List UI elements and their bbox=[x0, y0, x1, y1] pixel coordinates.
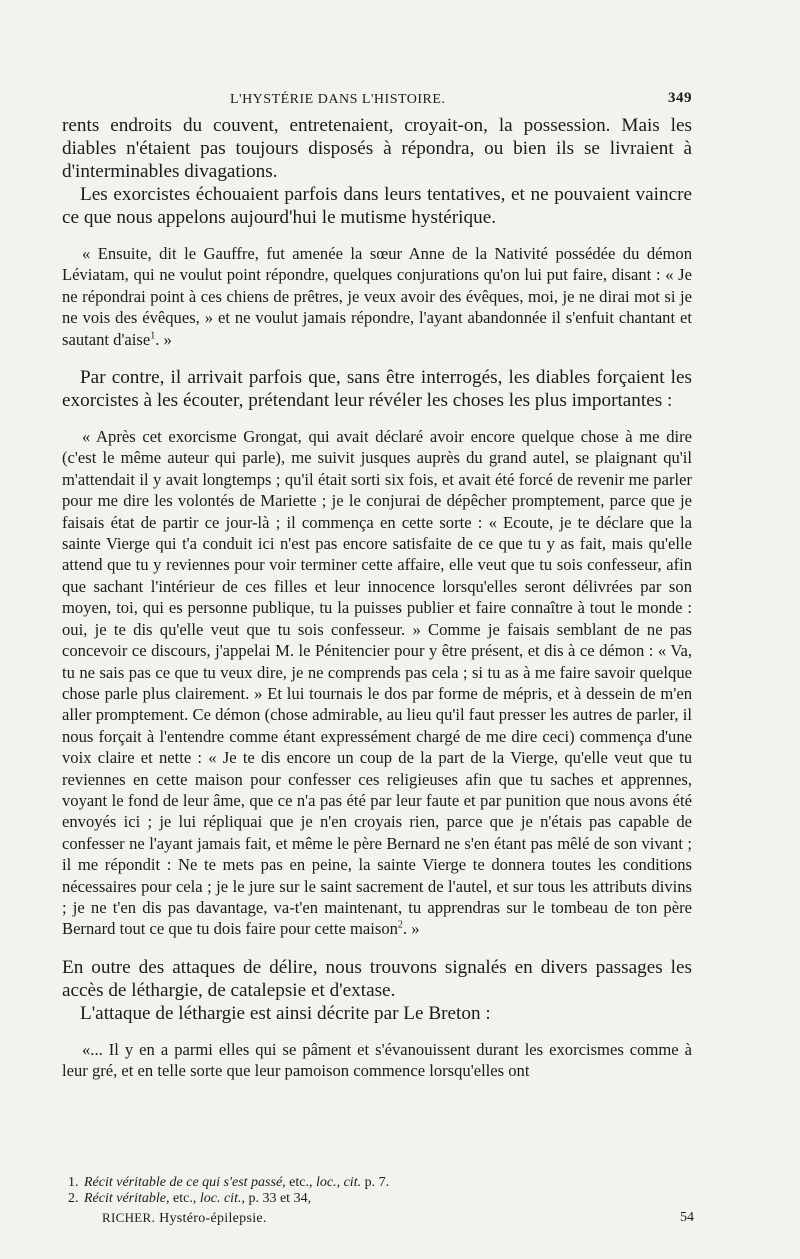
sheet-number: 54 bbox=[680, 1210, 694, 1225]
paragraph-3: Par contre, il arrivait parfois que, sans être interrogés, les diables forçaient les exorcistes à les écouter, prétendant leur révéler les choses les plus importantes : bbox=[62, 367, 692, 412]
footnote-ref-1: 1 bbox=[150, 330, 156, 342]
page-body bbox=[62, 114, 692, 1082]
running-header bbox=[62, 88, 692, 114]
paragraph-4: En outre des attaques de délire, nous trouvons signalés en divers passages les accès de léthargie, de catalepsie et d'extase. bbox=[62, 956, 692, 1001]
signature-mark: RICHER. Hystéro-épilepsie. bbox=[102, 1210, 267, 1226]
footnote-1: 1. Récit véritable de ce qui s'est passé, etc., loc., cit. p. 7. bbox=[68, 1175, 390, 1190]
quotation-2 bbox=[62, 426, 692, 940]
quotation-1-end: . » bbox=[155, 329, 172, 349]
paragraph-1: rents endroits du couvent, entretenaient, croyait-on, la possession. Mais les diables n'étaient pas toujours disposés à répondra, ou bien ils se livraient à d'interminables divagations. bbox=[62, 115, 692, 182]
running-title: L'HYSTÉRIE DANS L'HISTOIRE. bbox=[230, 92, 446, 107]
quotation-1 bbox=[62, 243, 692, 350]
footnote-2: 2. Récit véritable, etc., loc. cit., p. 33 et 34, bbox=[68, 1191, 312, 1207]
footnotes bbox=[62, 1175, 692, 1208]
paragraph-5: L'attaque de léthargie est ainsi décrite par Le Breton : bbox=[80, 1002, 491, 1024]
paragraph-2: Les exorcistes échouaient parfois dans leurs tentatives, et ne pouvaient vaincre ce que nous appelons aujourd'hui le mutisme hystérique. bbox=[62, 184, 692, 228]
quotation-2-text: « Après cet exorcisme Grongat, qui avait déclaré avoir encore quelque chose à me dire (c'est le même auteur qui parle), me suivit jusques auprès du grand autel, se plaignant qu'il m'attendait il y avait longtemps ; qu'il était sorti six fois, et avait été forcé de revenir me parler pour me dire les volontés de Mariette ; je le conjurai de dépêcher promptement, parce que je faisais état de partir ce jour-là ; il commença en cette sorte : « Ecoute, je te déclare que la sainte Vierge qui t'a conduit ici n'est pas encore satisfaite de ce que tu y as fait, mais qu'elle attend que tu y reviennes pour voir terminer cette affaire, elle veut que tu sois confesseur, afin que sachant l'intérieur de ces filles et leur innocence lorsqu'elles seront délivrées par son moyen, toi, qui es personne publique, tu la puisses publier et faire connaître à tout le monde : oui, je te dis qu'elle veut que tu sois confesseur. » Comme je faisais semblant de ne pas concevoir ce discours, j'appelai M. le Pénitencier pour y être présent, et dis à ce démon : « Va, tu ne sais pas ce que tu veux dire, je ne comprends pas cela ; si tu as à me faire savoir quelque chose parle plus clairement. » Et lui tournais le dos par forme de mépris, et à dessein de m'en aller promptement. Ce démon (chose admirable, au lieu qu'il faut presser les autres de parler, il nous forçait à l'entendre comme étant expressément chargé de me dire ceci) commença d'une voix claire et nette : « Je te dis encore un coup de la part de la Vierge, qu'elle veut que tu reviennes en cette maison pour confesser ces religieuses afin que tu saches et apprennes, voyant le fond de leur âme, que ce n'a pas été par leur faute et par punition que nous avons été envoyés ici ; je lui répliquai que je n'en croyais rien, parce que je n'étais pas capable de confesser ne l'ayant jamais fait, et même le père Bernard ne s'en étant pas mêlé de son vivant ; il me répondit : Ne te mets pas en peine, la sainte Vierge te donnera toutes les conditions nécessaires pour cela ; je le jure sur le saint sacrement de l'autel, et sur tous les attributs divins ; je ne t'en dis pas davantage, va-t'en maintenant, tu apprendras sur le tombeau de ton père Bernard tout ce que tu dois faire pour cette maison bbox=[62, 427, 692, 939]
quotation-1-text: « Ensuite, dit le Gauffre, fut amenée la sœur Anne de la Nativité possédée du démon Léviatam, qui ne voulut point répondre, quelques conjurations qu'on lui put faire, disant : « Je ne répondrai point à ces chiens de prêtres, je veux avoir des évêques, moi, je ne dirai mot si je ne vois des évêques, » et ne voulut jamais répondre, l'ayant abandonnée il s'enfuit chantant et sautant d'aise bbox=[62, 244, 692, 349]
page-number: 349 bbox=[668, 90, 692, 106]
quotation-2-end: . » bbox=[402, 919, 420, 939]
footnote-ref-2: 2 bbox=[397, 919, 403, 931]
quotation-3: «... Il y en a parmi elles qui se pâment et s'évanouissent durant les exorcismes comme à leur gré, et en telle sorte que leur pamoison commence lorsqu'elles ont bbox=[62, 1039, 692, 1081]
